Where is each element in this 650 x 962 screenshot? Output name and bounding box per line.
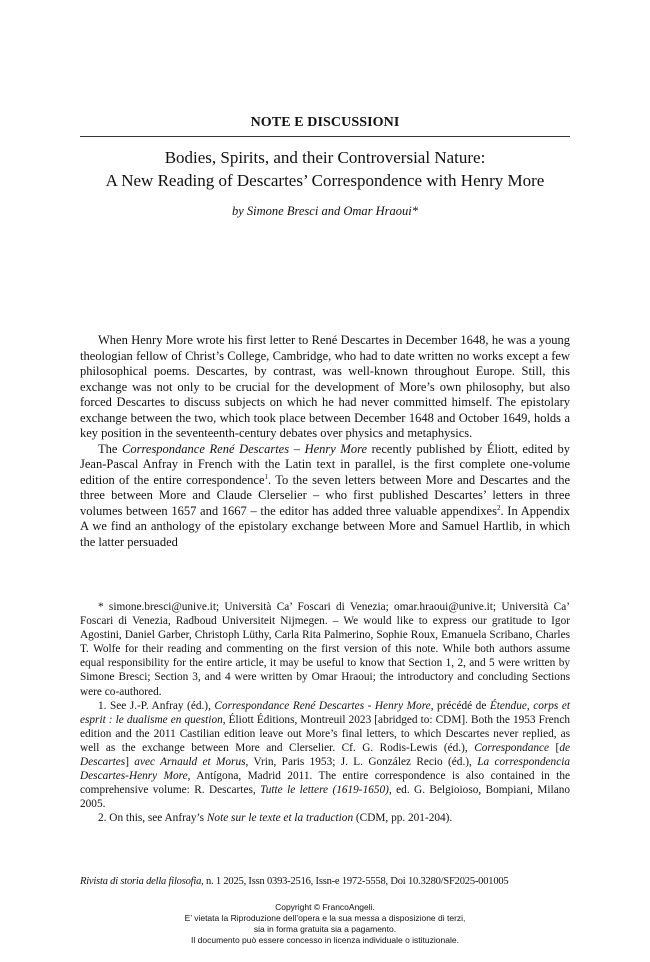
- fn1-bracket-close: ]: [125, 756, 135, 769]
- fn1-correspondance: Correspondance: [474, 741, 550, 754]
- copyright-line-2: E’ vietata la Riproduzione dell’opera e la sua messa a disposizione di terzi,: [184, 913, 466, 923]
- fn1-text-m: , Antígona, Madrid 2011. The entire correspondence is also contained in the comprehensive volume: R. Descartes,: [80, 770, 570, 797]
- fn1-text-c: , précédé de: [430, 699, 490, 712]
- fn1-text-e: , Éliott Éditions, Montreuil 2023 [abridged to: CDM]. Both the 1953 French edition and the 2011 Castilian edition leave out More’s final letters, to which Descartes never replied, as well as the exchange between More and Clerselier. Cf. G. Rodis-Lewis (éd.),: [80, 713, 570, 754]
- paragraph-1: When Henry More wrote his first letter to René Descartes in December 1648, he was a young theologian fellow of Christ’s College, Cambridge, who had to date written no works except a few philosophical poems. Descartes, by contrast, was well-known throughout Europe. Still, this exchange was not only to be crucial for the development of More’s own philosophy, but also forced Descartes to discuss subjects on which he had never committed himself. The epistolary exchange between the two, which took place between December 1648 and October 1649, holds a key position in the seventeenth-century debates over physics and metaphysics.: [80, 333, 570, 440]
- fn2-title: Note sur le texte et la traduction: [206, 812, 354, 825]
- copyright-notice: [80, 902, 570, 946]
- title-line-1: Bodies, Spirits, and their Controversial Nature:: [164, 148, 486, 167]
- fn1-correspondencia: La correspondencia Descartes-Henry More: [80, 756, 570, 783]
- footnote-ref-2[interactable]: 2: [496, 503, 501, 512]
- article-title: [60, 146, 590, 192]
- footnote-1: [80, 699, 570, 812]
- journal-name: Rivista di storia della filosofia: [80, 876, 202, 887]
- paragraph-2: [80, 442, 570, 551]
- fn2-text-c: (CDM, pp. 201-204).: [353, 812, 453, 825]
- copyright-line-4: Il documento può essere concesso in licenza individuale o istituzionale.: [191, 935, 459, 945]
- copyright-line-1: Copyright © FrancoAngeli.: [275, 902, 375, 912]
- footnote-star: * simone.bresci@unive.it; Università Ca’ Foscari di Venezia; omar.hraoui@unive.it; Università Ca’ Foscari di Venezia, Radboud Universiteit Nijmegen. – We would like to express our gratitude to Igor Agostini, Daniel Garber, Christoph Lüthy, Carla Rita Palmerino, Sophie Roux, Emanuela Scribano, Charles T. Wolfe for their reading and commenting on the first version of this note. While both authors assume equal responsibility for the entire article, it may be useful to know that Section 1, 2, and 5 were written by Simone Bresci; Section 3, and 4 were written by Omar Hraoui; the introductory and concluding Sections were co-authored.: [80, 601, 570, 698]
- fn1-text-k: , Vrin, Paris 1953; J. L. González Recio (éd.),: [245, 756, 478, 769]
- p2-text-a: recently published by Éliott, edited by Jean-Pascal Anfray in French with the Latin text in parallel, is the first complete one-volume edition of the entire correspondence: [80, 441, 570, 487]
- header-rule: [80, 136, 570, 137]
- p2-text-b: . To the seven letters between More and Descartes and the three between More and Claude Clerselier – who first published Descartes’ letters in three volumes between 1657 and 1667 – the editor has added three valuable appendixes: [80, 472, 570, 518]
- footnote-2: [80, 811, 570, 825]
- p2-lead: The: [98, 441, 123, 456]
- fn1-avec-arnauld: avec Arnauld et Morus: [134, 756, 246, 769]
- title-line-2: A New Reading of Descartes’ Correspondence with Henry More: [105, 171, 545, 190]
- section-heading: NOTE E DISCUSSIONI: [250, 115, 400, 130]
- fn1-text-o: , ed. G. Belgioioso, Bompiani, Milano 2005.: [80, 784, 570, 811]
- footnotes: [80, 600, 570, 826]
- body-text: [80, 333, 570, 550]
- journal-details: , n. 1 2025, Issn 0393-2516, Issn-e 1972-5558, Doi 10.3280/SF2025-001005: [201, 876, 509, 887]
- fn2-text-a: 2. On this, see Anfray’s: [98, 812, 207, 825]
- journal-citation: [80, 876, 570, 887]
- fn1-bracket-open: [: [549, 741, 560, 754]
- fn1-text-a: 1. See J.-P. Anfray (éd.),: [98, 699, 215, 712]
- p2-book-title: Correspondance René Descartes – Henry More: [122, 441, 368, 456]
- fn1-title: Correspondance René Descartes - Henry More: [214, 699, 431, 712]
- fn1-subtitle: Étendue, corps et esprit : le dualisme en question: [80, 699, 570, 726]
- p2-text-c: . In Appendix A we find an anthology of the epistolary exchange between More and Samuel Hartlib, in which the latter persuaded: [80, 503, 570, 549]
- author-byline: by Simone Bresci and Omar Hraoui*: [232, 204, 418, 218]
- fn1-de-descartes: de Descartes: [80, 741, 570, 769]
- copyright-line-3: sia in forma gratuita sia a pagamento.: [253, 924, 397, 934]
- footnote-ref-1[interactable]: 1: [264, 472, 269, 481]
- fn1-tutte-le-lettere: Tutte le lettere (1619-1650): [260, 784, 389, 797]
